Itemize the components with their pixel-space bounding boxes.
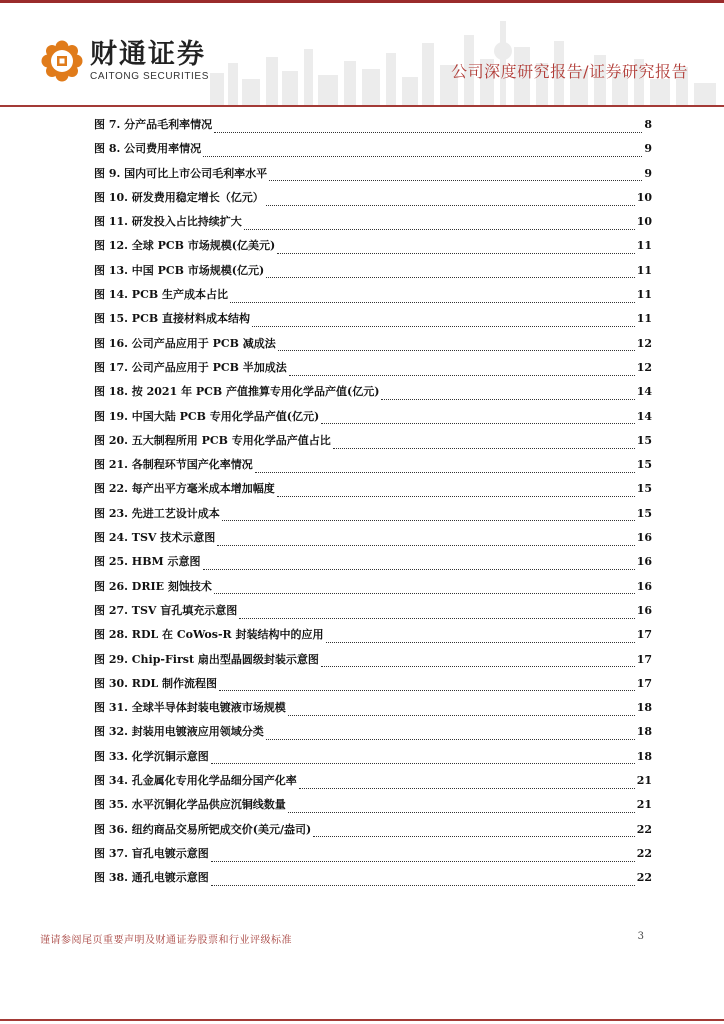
toc-dot-leader	[333, 440, 635, 449]
toc-dot-leader	[288, 804, 635, 813]
toc-entry-page: 18	[636, 749, 652, 763]
toc-entry[interactable]	[94, 186, 652, 210]
logo-english-name: CAITONG SECURITIES	[90, 70, 209, 82]
toc-entry[interactable]	[94, 575, 652, 599]
figure-table-of-contents	[94, 113, 652, 891]
toc-entry-label: 图 14. PCB 生产成本占比	[94, 288, 228, 302]
toc-entry[interactable]	[94, 380, 652, 404]
caitong-logo-icon	[40, 39, 84, 83]
toc-entry-label: 图 32. 封装用电镀液应用领域分类	[94, 725, 264, 739]
toc-entry-label: 图 25. HBM 示意图	[94, 555, 201, 569]
header-divider	[0, 105, 724, 107]
toc-entry-page: 21	[636, 774, 652, 788]
toc-entry-label: 图 33. 化学沉铜示意图	[94, 749, 209, 763]
toc-entry[interactable]	[94, 234, 652, 258]
toc-entry-page: 9	[644, 142, 652, 156]
toc-entry-label: 图 24. TSV 技术示意图	[94, 531, 216, 545]
toc-entry-page: 18	[636, 725, 652, 739]
toc-entry[interactable]	[94, 793, 652, 817]
toc-entry-page: 17	[636, 628, 652, 642]
report-type-label: 公司深度研究报告/证券研究报告	[451, 62, 688, 81]
toc-entry-label: 图 27. TSV 盲孔填充示意图	[94, 603, 238, 617]
toc-dot-leader	[244, 221, 635, 230]
footer-divider	[0, 1019, 724, 1021]
toc-entry-page: 17	[636, 676, 652, 690]
toc-entry[interactable]	[94, 745, 652, 769]
toc-entry-page: 12	[636, 336, 652, 350]
toc-entry-label: 图 12. 全球 PCB 市场规模(亿美元)	[94, 239, 276, 253]
toc-entry-page: 12	[636, 360, 652, 374]
toc-entry-page: 14	[636, 385, 652, 399]
toc-entry-label: 图 35. 水平沉铜化学品供应沉铜线数量	[94, 798, 286, 812]
toc-entry[interactable]	[94, 842, 652, 866]
toc-entry[interactable]	[94, 672, 652, 696]
toc-entry-label: 图 15. PCB 直接材料成本结构	[94, 312, 250, 326]
toc-dot-leader	[266, 269, 634, 278]
footer-disclaimer: 谨请参阅尾页重要声明及财通证券股票和行业评级标准	[40, 935, 292, 946]
toc-entry-label: 图 23. 先进工艺设计成本	[94, 506, 220, 520]
toc-entry-page: 14	[636, 409, 652, 423]
toc-entry[interactable]	[94, 720, 652, 744]
toc-dot-leader	[278, 342, 635, 351]
toc-dot-leader	[203, 561, 635, 570]
toc-entry-page: 15	[636, 506, 652, 520]
toc-entry[interactable]	[94, 162, 652, 186]
toc-dot-leader	[277, 245, 634, 254]
toc-dot-leader	[313, 828, 634, 837]
toc-dot-leader	[289, 367, 635, 376]
toc-entry[interactable]	[94, 550, 652, 574]
toc-entry[interactable]	[94, 259, 652, 283]
toc-entry-page: 22	[636, 822, 652, 836]
toc-entry-label: 图 29. Chip-First 扇出型晶圆级封装示意图	[94, 652, 319, 666]
page-header	[0, 0, 724, 109]
toc-entry-page: 8	[644, 118, 652, 131]
toc-entry-label: 图 26. DRIE 刻蚀技术	[94, 579, 212, 593]
toc-entry[interactable]	[94, 477, 652, 501]
toc-entry[interactable]	[94, 137, 652, 161]
toc-entry-label: 图 11. 研发投入占比持续扩大	[94, 215, 242, 229]
toc-entry-page: 16	[636, 555, 652, 569]
toc-entry-label: 图 38. 通孔电镀示意图	[94, 871, 209, 885]
toc-dot-leader	[269, 172, 642, 181]
toc-entry-page: 17	[636, 652, 652, 666]
toc-dot-leader	[211, 755, 635, 764]
toc-dot-leader	[321, 658, 635, 667]
toc-entry-label: 图 10. 研发费用稳定增长（亿元）	[94, 190, 264, 204]
toc-entry-page: 16	[636, 579, 652, 593]
toc-entry-label: 图 34. 孔金属化专用化学品细分国产化率	[94, 774, 297, 788]
toc-entry[interactable]	[94, 429, 652, 453]
toc-entry-label: 图 19. 中国大陆 PCB 专用化学品产值(亿元)	[94, 409, 320, 423]
toc-entry[interactable]	[94, 356, 652, 380]
toc-dot-leader	[299, 780, 635, 789]
toc-dot-leader	[381, 391, 634, 400]
toc-entry-label: 图 30. RDL 制作流程图	[94, 676, 218, 690]
toc-entry-label: 图 9. 国内可比上市公司毛利率水平	[94, 166, 268, 180]
toc-entry-label: 图 20. 五大制程所用 PCB 专用化学品产值占比	[94, 433, 331, 447]
toc-dot-leader	[266, 731, 635, 740]
toc-entry[interactable]	[94, 623, 652, 647]
toc-entry-page: 11	[636, 288, 652, 302]
toc-entry-page: 11	[636, 263, 652, 277]
toc-entry[interactable]	[94, 502, 652, 526]
toc-entry-page: 22	[636, 871, 652, 885]
toc-dot-leader	[214, 124, 642, 133]
toc-entry-label: 图 36. 纽约商品交易所钯成交价(美元/盎司)	[94, 822, 312, 836]
toc-entry-label: 图 18. 按 2021 年 PCB 产值推算专用化学品产值(亿元)	[94, 385, 380, 399]
toc-entry[interactable]	[94, 332, 652, 356]
toc-entry[interactable]	[94, 307, 652, 331]
toc-dot-leader	[222, 512, 635, 521]
toc-dot-leader	[239, 610, 634, 619]
toc-entry-page: 10	[636, 190, 652, 204]
toc-entry-label: 图 22. 每产出平方毫米成本增加幅度	[94, 482, 275, 496]
toc-entry[interactable]	[94, 405, 652, 429]
toc-dot-leader	[321, 415, 635, 424]
toc-entry[interactable]	[94, 696, 652, 720]
toc-entry-page: 15	[636, 433, 652, 447]
toc-dot-leader	[326, 634, 635, 643]
toc-dot-leader	[266, 197, 635, 206]
toc-entry[interactable]	[94, 818, 652, 842]
toc-entry[interactable]	[94, 453, 652, 477]
toc-entry-label: 图 21. 各制程环节国产化率情况	[94, 458, 253, 472]
toc-entry-page: 16	[636, 531, 652, 545]
toc-entry-label: 图 13. 中国 PCB 市场规模(亿元)	[94, 263, 265, 277]
toc-entry[interactable]	[94, 283, 652, 307]
toc-dot-leader	[211, 853, 635, 862]
toc-entry-page: 10	[636, 215, 652, 229]
toc-dot-leader	[255, 464, 635, 473]
company-logo	[40, 39, 209, 83]
toc-entry-label: 图 37. 盲孔电镀示意图	[94, 846, 209, 860]
toc-dot-leader	[211, 877, 635, 886]
toc-entry[interactable]	[94, 113, 652, 137]
toc-entry-page: 15	[636, 482, 652, 496]
toc-entry[interactable]	[94, 526, 652, 550]
toc-entry[interactable]	[94, 210, 652, 234]
toc-entry-label: 图 7. 分产品毛利率情况	[94, 118, 213, 131]
toc-dot-leader	[203, 148, 642, 157]
toc-entry-label: 图 28. RDL 在 CoWos-R 封装结构中的应用	[94, 628, 324, 642]
toc-dot-leader	[219, 682, 635, 691]
toc-entry-page: 21	[636, 798, 652, 812]
toc-entry-page: 9	[644, 166, 652, 180]
toc-dot-leader	[288, 707, 635, 716]
toc-entry-label: 图 8. 公司费用率情况	[94, 142, 202, 156]
toc-dot-leader	[214, 585, 635, 594]
toc-entry-page: 18	[636, 701, 652, 715]
toc-dot-leader	[252, 318, 635, 327]
toc-entry-page: 11	[636, 239, 652, 253]
toc-entry[interactable]	[94, 866, 652, 890]
toc-dot-leader	[277, 488, 635, 497]
toc-entry-page: 11	[636, 312, 652, 326]
toc-entry[interactable]	[94, 769, 652, 793]
toc-dot-leader	[217, 537, 634, 546]
toc-entry-label: 图 16. 公司产品应用于 PCB 减成法	[94, 336, 276, 350]
toc-entry[interactable]	[94, 599, 652, 623]
toc-entry-page: 22	[636, 846, 652, 860]
toc-entry-page: 15	[636, 458, 652, 472]
page-number: 3	[637, 931, 644, 942]
toc-entry-page: 16	[636, 603, 652, 617]
toc-entry[interactable]	[94, 648, 652, 672]
logo-chinese-name: 财通证券	[90, 38, 206, 70]
toc-entry-label: 图 17. 公司产品应用于 PCB 半加成法	[94, 360, 287, 374]
toc-dot-leader	[230, 294, 635, 303]
toc-entry-label: 图 31. 全球半导体封装电镀液市场规模	[94, 701, 286, 715]
